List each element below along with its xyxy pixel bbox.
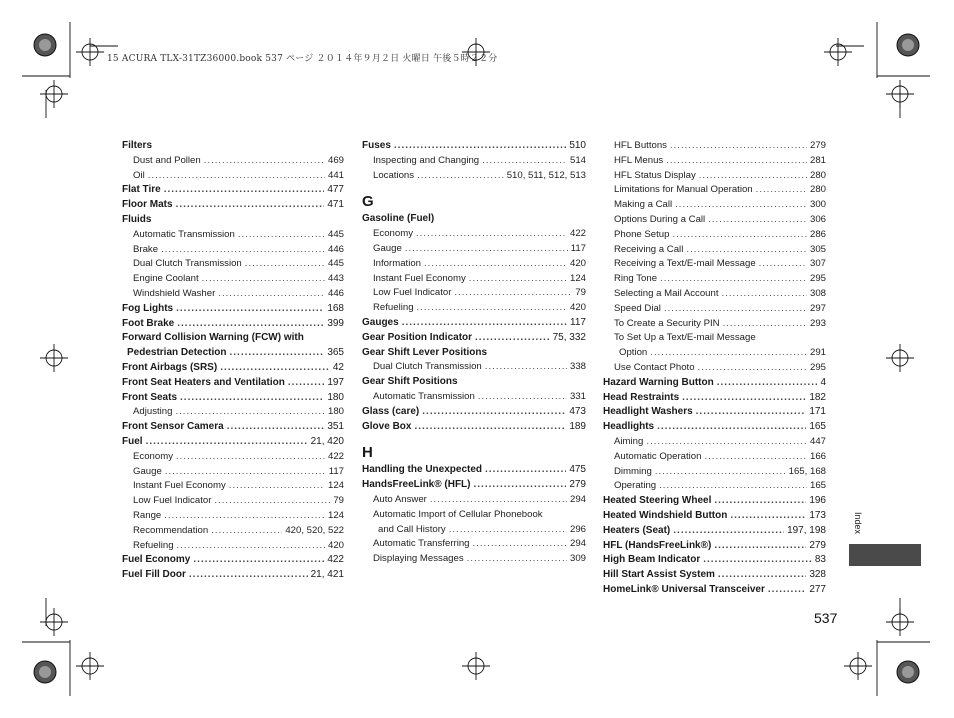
index-entry: Economy ..... 422	[122, 450, 344, 465]
print-header: 15 ACURA TLX-31TZ36000.book 537 ページ ２０１４年９月２日 火曜日 午後５時２２分	[107, 54, 498, 64]
index-entry: Gauges ..... 117	[362, 316, 586, 331]
index-entry: Engine Coolant ..... 443	[122, 272, 344, 287]
index-entry: Automatic Transferring ..... 294	[362, 537, 586, 552]
index-entry: HFL Menus ..... 281	[603, 154, 826, 169]
index-entry: Fluids	[122, 213, 152, 225]
index-entry: Fog Lights ..... 168	[122, 302, 344, 317]
index-entry: Forward Collision Warning (FCW) with	[122, 332, 304, 344]
index-entry: Hill Start Assist System ..... 328	[603, 568, 826, 583]
index-entry: Front Seats ..... 180	[122, 391, 344, 406]
index-entry: Heaters (Seat) ..... 197, 198	[603, 524, 826, 539]
index-column-3	[603, 139, 826, 598]
index-column-2	[362, 139, 586, 567]
index-entry: Refueling ..... 420	[362, 301, 586, 316]
index-entry: Flat Tire ..... 477	[122, 183, 344, 198]
index-entry: Headlights ..... 165	[603, 420, 826, 435]
index-entry: Gear Shift Lever Positions	[362, 346, 488, 358]
section-letter-h: H	[362, 444, 373, 462]
index-entry: Headlight Washers ..... 171	[603, 405, 826, 420]
index-entry: Ring Tone ..... 295	[603, 272, 826, 287]
index-entry: Oil ..... 441	[122, 169, 344, 184]
index-entry: Dimming ..... 165, 168	[603, 465, 826, 480]
index-entry: To Set Up a Text/E-mail Message	[614, 332, 756, 344]
index-entry: Automatic Import of Cellular Phonebook	[373, 508, 543, 520]
index-tab-label: Index	[853, 512, 863, 535]
index-entry: Information ..... 420	[362, 257, 586, 272]
index-entry: Glass (care) ..... 473	[362, 405, 586, 420]
index-entry: Front Airbags (SRS) ..... 42	[122, 361, 344, 376]
index-entry: HFL Buttons ..... 279	[603, 139, 826, 154]
index-entry: Fuses ..... 510	[362, 139, 586, 154]
index-entry: Foot Brake ..... 399	[122, 317, 344, 332]
index-entry: Dual Clutch Transmission ..... 445	[122, 257, 344, 272]
index-entry: Auto Answer ..... 294	[362, 493, 586, 508]
index-entry: Making a Call ..... 300	[603, 198, 826, 213]
index-entry: Instant Fuel Economy ..... 124	[362, 272, 586, 287]
index-entry: Limitations for Manual Operation ..... 280	[603, 183, 826, 198]
index-entry: Dust and Pollen ..... 469	[122, 154, 344, 169]
index-entry: Brake ..... 446	[122, 243, 344, 258]
index-entry: High Beam Indicator ..... 83	[603, 553, 826, 568]
index-entry: Automatic Transmission ..... 331	[362, 390, 586, 405]
index-entry: Use Contact Photo ..... 295	[603, 361, 826, 376]
index-entry: Dual Clutch Transmission ..... 338	[362, 360, 586, 375]
index-entry: Heated Windshield Button ..... 173	[603, 509, 826, 524]
index-entry: Range ..... 124	[122, 509, 344, 524]
index-entry: Options During a Call ..... 306	[603, 213, 826, 228]
index-entry: Fuel ..... 21, 420	[122, 435, 344, 450]
index-entry: Low Fuel Indicator ..... 79	[122, 494, 344, 509]
index-entry: Low Fuel Indicator ..... 79	[362, 286, 586, 301]
index-entry: Receiving a Call ..... 305	[603, 243, 826, 258]
index-entry: Head Restraints ..... 182	[603, 391, 826, 406]
index-entry: HandsFreeLink® (HFL) ..... 279	[362, 478, 586, 493]
index-entry: Speed Dial ..... 297	[603, 302, 826, 317]
index-entry: Glove Box ..... 189	[362, 420, 586, 435]
index-entry: and Call History ..... 296	[362, 523, 586, 538]
index-column-1	[122, 139, 344, 583]
index-entry: Front Seat Heaters and Ventilation ..... 197	[122, 376, 344, 391]
index-entry: Floor Mats ..... 471	[122, 198, 344, 213]
index-entry: Receiving a Text/E-mail Message ..... 307	[603, 257, 826, 272]
index-entry: Operating ..... 165	[603, 479, 826, 494]
index-entry: Gauge ..... 117	[122, 465, 344, 480]
index-entry: Gauge ..... 117	[362, 242, 586, 257]
index-entry: Automatic Operation ..... 166	[603, 450, 826, 465]
index-entry: HFL (HandsFreeLink®) ..... 279	[603, 539, 826, 554]
index-entry: Front Sensor Camera ..... 351	[122, 420, 344, 435]
index-entry: Gear Shift Positions	[362, 376, 458, 388]
section-letter-g: G	[362, 193, 374, 211]
index-entry: Windshield Washer ..... 446	[122, 287, 344, 302]
index-entry: Selecting a Mail Account ..... 308	[603, 287, 826, 302]
index-entry: Gasoline (Fuel)	[362, 213, 435, 225]
index-entry: Economy ..... 422	[362, 227, 586, 242]
index-entry: Pedestrian Detection ..... 365	[122, 346, 344, 361]
index-entry: Adjusting ..... 180	[122, 405, 344, 420]
index-entry: Refueling ..... 420	[122, 539, 344, 554]
index-entry: Inspecting and Changing ..... 514	[362, 154, 586, 169]
index-entry: Gear Position Indicator ..... 75, 332	[362, 331, 586, 346]
index-entry: Aiming ..... 447	[603, 435, 826, 450]
index-entry: Automatic Transmission ..... 445	[122, 228, 344, 243]
index-entry: Handling the Unexpected ..... 475	[362, 463, 586, 478]
page-number: 537	[814, 610, 838, 626]
index-entry: Hazard Warning Button ..... 4	[603, 376, 826, 391]
index-entry: HFL Status Display ..... 280	[603, 169, 826, 184]
index-entry: Heated Steering Wheel ..... 196	[603, 494, 826, 509]
index-entry: Instant Fuel Economy ..... 124	[122, 479, 344, 494]
index-entry: HomeLink® Universal Transceiver ..... 277	[603, 583, 826, 598]
index-entry: To Create a Security PIN ..... 293	[603, 317, 826, 332]
index-entry: Option ..... 291	[603, 346, 826, 361]
index-entry: Fuel Economy ..... 422	[122, 553, 344, 568]
index-tab-marker	[849, 544, 921, 566]
index-entry: Filters	[122, 140, 153, 151]
index-entry: Fuel Fill Door ..... 21, 421	[122, 568, 344, 583]
index-entry: Displaying Messages ..... 309	[362, 552, 586, 567]
index-entry: Recommendation ..... 420, 520, 522	[122, 524, 344, 539]
index-entry: Phone Setup ..... 286	[603, 228, 826, 243]
index-entry: Locations ..... 510, 511, 512, 513	[362, 169, 586, 184]
